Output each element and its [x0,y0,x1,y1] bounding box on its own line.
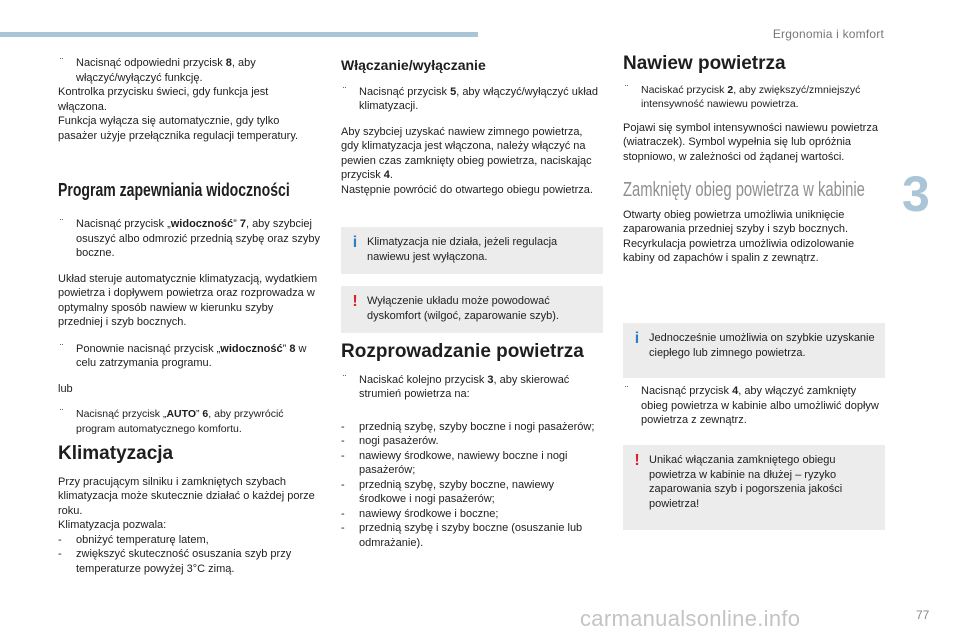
visibility-bullet-1: ¨ Nacisnąć przycisk „widoczność” 7, aby szybciej osuszyć albo odmrozić przednią szybę oraz szyby boczne. [60,218,320,259]
info-note-2: i Jednocześnie umożliwia on szybkie uzyskanie ciepłego lub zimnego powietrza. [623,323,885,378]
bullet-icon: ¨ [60,342,64,354]
distribution-list [341,420,603,551]
distribution-heading: Rozprowadzanie powietrza [341,341,584,362]
visibility-text: Układ steruje automatycznie klimatyzacją, wydatkiem powietrza i dopływem powietrza oraz rozprowadza w optymalny sposób nawiew w kierunku szyby przedniej i szyb bocznych. [58,272,318,328]
visibility-body [58,217,320,436]
distribution-bullet: ¨ Naciskać kolejno przycisk 3, aby skierować strumień powietrza na: [343,373,570,400]
warning-icon: ! [352,293,358,310]
recirc-section [623,179,885,266]
intro-bullet: ¨ Nacisnąć odpowiedni przycisk 8, aby włączyć/wyłączyć funkcję. [60,57,256,84]
bullet-icon: ¨ [625,83,629,95]
recirc-bullet: ¨ Nacisnąć przycisk 4, aby włączyć zamknięty obieg powietrza w kabinie albo umożliwić dopływ powietrza z zewnątrz. [625,385,879,426]
visibility-bullet-3: ¨ Nacisnąć przycisk „AUTO” 6, aby przywrócić program automatycznego komfortu. [60,408,284,435]
list-item: - nawiewy środkowe, nawiewy boczne i nogi pasażerów; [341,449,568,476]
info-icon: i [634,330,640,347]
intro-text: Kontrolka przycisku świeci, gdy funkcja jest włączona. Funkcja wyłącza się automatycznie, gdy tylko pasażer użyje przełącznika regulacji temperatury. [58,86,299,142]
list-item: - nawiewy środkowe i boczne; [341,507,499,520]
bullet-icon: ¨ [60,408,64,419]
ac-heading: Klimatyzacja [58,443,174,464]
flow-bullet: ¨ Naciskać przycisk 2, aby zwiększyć/zmniejszyć intensywność nawiewu powietrza. [625,83,861,110]
list-item: - obniżyć temperaturę latem, [58,533,209,546]
onoff-text: Aby szybciej uzyskać nawiew zimnego powietrza, gdy klimatyzacja jest włączona, należy włączyć na pewien czas zamknięty obieg powietrza, naciskając przycisk 4. Następnie powrócić do otwartego obiegu powietrza. [341,125,593,196]
list-item: - przednią szybę, szyby boczne i nogi pasażerów; [341,420,595,433]
visibility-heading: Program zapewniania widoczności [58,180,290,200]
chapter-number: 3 [902,166,930,222]
ac-section [58,443,320,576]
list-item: - przednią szybę, szyby boczne, nawiewy środkowe i nogi pasażerów; [341,478,555,505]
bullet-icon: ¨ [60,57,64,68]
info-icon: i [352,234,358,251]
bullet-icon: ¨ [60,218,64,229]
onoff-bullet: ¨ Nacisnąć przycisk 5, aby włączyć/wyłączyć układ klimatyzacji. [343,85,599,112]
flow-text: Pojawi się symbol intensywności nawiewu powietrza (wiatraczek). Symbol wypełnia się lub opróżnia stopniowo, w zależności od żądanej wartości. [623,121,878,163]
warning-icon: ! [634,452,640,469]
or-text: lub [58,382,73,395]
visibility-section [58,180,320,200]
bullet-icon: ¨ [343,85,347,97]
watermark: carmanualsonline.info [580,606,801,631]
column-3 [623,53,885,164]
bullet-icon: ¨ [625,385,629,396]
distribution-section [341,341,603,550]
onoff-heading: Włączanie/wyłączanie [341,57,486,73]
list-item: - zwiększyć skuteczność osuszania szyb przy temperaturze powyżej 3°C zimą. [58,548,292,575]
recirc-heading: Zamknięty obieg powietrza w kabinie [623,179,865,201]
flow-heading: Nawiew powietrza [623,53,786,74]
bullet-icon: ¨ [343,373,347,385]
list-item: - przednią szybę i szyby boczne (osuszanie lub odmrażanie). [341,522,583,549]
list-item: - nogi pasażerów. [341,435,439,447]
info-note-1: i Klimatyzacja nie działa, jeżeli regulacja nawiewu jest wyłączona. [341,227,603,274]
visibility-bullet-2: ¨ Ponownie nacisnąć przycisk „widoczność” 8 w celu zatrzymania programu. [60,342,307,369]
ac-text: Przy pracującym silniku i zamkniętych szybach klimatyzacja może skutecznie działać o każdej porze roku. Klimatyzacja pozwala: [58,475,315,531]
column-2 [341,58,603,197]
recirc-text: Otwarty obieg powietrza umożliwia uniknięcie zaparowania przedniej szyby i szyb bocznych. Recyrkulacja powietrza umożliwia odizolowanie kabiny od zapachów i spalin z zewnątrz. [623,208,855,264]
section-title: Ergonomia i komfort [772,27,884,41]
column-1 [58,56,320,143]
header-accent-bar [0,32,478,37]
warn-note-2: ! Unikać włączania zamkniętego obiegu powietrza w kabinie na dłużej – ryzyko zaparowania szyb i pogorszenia jakości powietrza! [623,445,885,530]
warn-note-1: ! Wyłączenie układu może powodować dyskomfort (wilgoć, zaparowanie szyb). [341,286,603,333]
page-number: 77 [916,608,930,622]
recirc-bullet-block [623,384,885,428]
